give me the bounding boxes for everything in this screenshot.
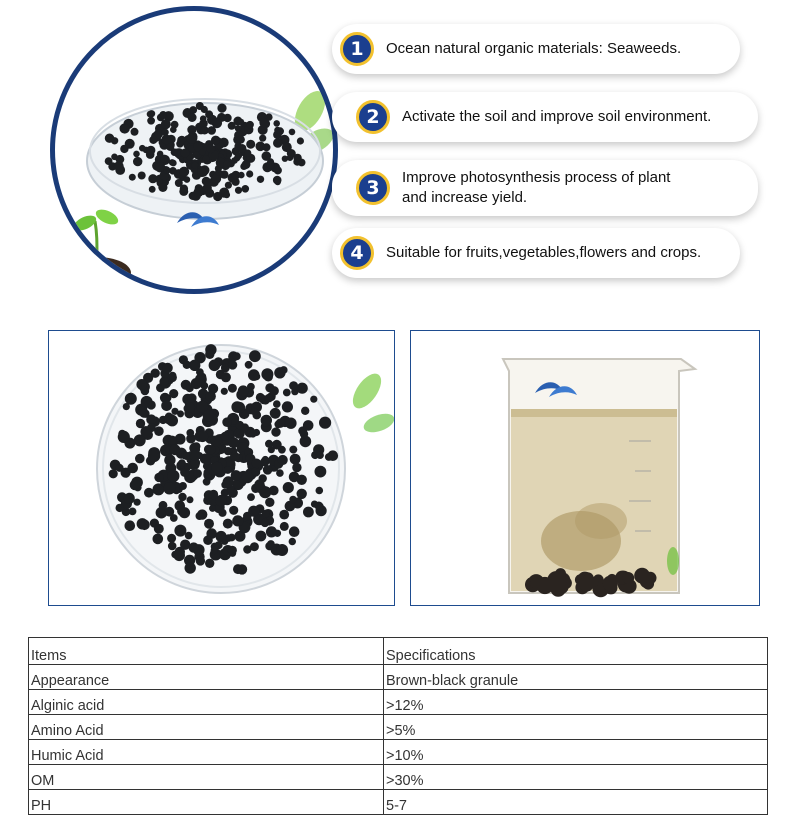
granule [160, 155, 168, 163]
row-item: Amino Acid [29, 715, 384, 740]
feature-text-3-line1: Improve photosynthesis process of plant [402, 169, 671, 186]
granule [233, 117, 242, 126]
granule [154, 524, 164, 534]
granule [188, 113, 197, 122]
granule [206, 144, 215, 153]
granule [125, 393, 137, 405]
granule [254, 479, 264, 489]
granule [262, 456, 269, 463]
granule [285, 418, 296, 429]
hero-product-image [50, 6, 338, 294]
granule [178, 493, 186, 501]
granule [222, 417, 232, 427]
feature-text-4: Suitable for fruits,vegetables,flowers and crops. [386, 244, 702, 261]
row-item: Appearance [29, 665, 384, 690]
granule [136, 379, 147, 390]
granule [203, 535, 213, 545]
granule [303, 507, 314, 518]
granule [202, 177, 211, 186]
badge-number-3: 3 [356, 171, 390, 205]
granule [105, 134, 114, 143]
badge-number-2: 2 [356, 100, 390, 134]
table-header-row [29, 638, 768, 665]
row-spec: >12% [384, 690, 768, 715]
row-item: OM [29, 765, 384, 790]
feature-item-4 [332, 228, 740, 278]
granule [634, 568, 650, 584]
granule [530, 578, 540, 588]
granule [168, 436, 177, 445]
granule [278, 446, 286, 454]
granule [164, 507, 174, 517]
granule [174, 525, 186, 537]
granule [163, 167, 170, 174]
row-spec: >10% [384, 740, 768, 765]
granule [269, 386, 279, 396]
granule [273, 120, 280, 127]
granule [209, 360, 221, 372]
granule [223, 192, 230, 199]
granule [223, 476, 234, 487]
granule [289, 538, 296, 545]
granule [230, 452, 240, 462]
granule [266, 526, 277, 537]
granule [579, 577, 594, 592]
granule [179, 482, 187, 490]
granule [274, 127, 281, 134]
granule [273, 138, 283, 148]
granule [185, 403, 195, 413]
granule [278, 455, 288, 465]
granule [271, 427, 280, 436]
granule [212, 137, 220, 145]
granule [245, 361, 253, 369]
granule [121, 124, 130, 133]
granule [211, 547, 218, 554]
granule [213, 192, 222, 201]
granule [287, 149, 296, 158]
granule [125, 520, 136, 531]
table-row [29, 715, 768, 740]
granule [279, 510, 289, 520]
granule [166, 415, 178, 427]
table-row [29, 740, 768, 765]
granule [261, 415, 272, 426]
granule [247, 493, 255, 501]
granule [283, 389, 291, 397]
granule [167, 534, 176, 543]
granule [133, 157, 142, 166]
granule [183, 452, 191, 460]
granule [192, 162, 199, 169]
granule [162, 129, 169, 136]
granule [249, 430, 257, 438]
granule [238, 385, 249, 396]
header-items: Items [29, 638, 384, 665]
granule [238, 144, 247, 153]
granule [603, 576, 618, 591]
badge-number-1: 1 [340, 32, 374, 66]
granule [163, 482, 175, 494]
granule [162, 363, 172, 373]
granule [197, 167, 207, 177]
granule [328, 452, 337, 461]
granule [237, 564, 247, 574]
granule [270, 409, 279, 418]
granule [282, 156, 288, 162]
granule [168, 542, 177, 551]
granule [223, 160, 231, 168]
granule [147, 117, 155, 125]
granule [282, 401, 293, 412]
granule [297, 137, 304, 144]
granule [289, 129, 296, 136]
granule [262, 151, 272, 161]
granule [169, 389, 178, 398]
feature-text-1: Ocean natural organic materials: Seaweeds. [386, 40, 682, 57]
granule [153, 534, 164, 545]
table-row [29, 765, 768, 790]
granule [196, 368, 204, 376]
granule [196, 102, 204, 110]
granule [221, 372, 231, 382]
header-specifications: Specifications [384, 638, 768, 665]
table-row [29, 665, 768, 690]
granule [148, 450, 160, 462]
granule [217, 104, 226, 113]
granule [212, 462, 223, 473]
granule [186, 134, 196, 144]
granule [167, 470, 179, 482]
granule [209, 490, 218, 499]
granule [185, 562, 196, 573]
granule [203, 478, 211, 486]
badge-number-4: 4 [340, 236, 374, 270]
granule [177, 507, 186, 516]
granule [267, 540, 275, 548]
granule [237, 136, 245, 144]
granule [149, 136, 157, 144]
granule [265, 498, 274, 507]
granule [225, 182, 232, 189]
granule [191, 378, 202, 389]
granule [274, 367, 285, 378]
granule [292, 463, 301, 472]
granule [183, 361, 191, 369]
granule [159, 377, 168, 386]
granule [181, 149, 190, 158]
granule [264, 372, 273, 381]
granule [141, 396, 153, 408]
granule [319, 417, 331, 429]
granule [289, 526, 300, 537]
granule [194, 187, 204, 197]
granule [140, 410, 148, 418]
granule [173, 550, 185, 562]
row-item: PH [29, 790, 384, 815]
granule [241, 423, 249, 431]
granule [301, 407, 309, 415]
granule [235, 187, 242, 194]
granule [144, 488, 154, 498]
granule [263, 465, 273, 475]
granule [180, 185, 188, 193]
granule [205, 391, 216, 402]
granule [297, 489, 307, 499]
granule [202, 155, 209, 162]
granule [116, 464, 124, 472]
granule [228, 360, 237, 369]
granule [316, 487, 324, 495]
granule [242, 160, 251, 169]
granule [235, 152, 242, 159]
granule [265, 440, 273, 448]
granule [193, 469, 202, 478]
granule [205, 189, 214, 198]
granule [249, 350, 261, 362]
granule [131, 128, 139, 136]
granule [289, 496, 296, 503]
granule [185, 532, 193, 540]
petri-dish-granules-illustration [55, 11, 333, 289]
granule [253, 373, 260, 380]
granule [289, 446, 297, 454]
feature-item-1 [332, 24, 740, 74]
granule [547, 571, 565, 589]
granule [203, 410, 214, 421]
beaker-dissolving-photo [411, 331, 759, 605]
granule [114, 161, 124, 171]
granule [251, 408, 259, 416]
granule [199, 149, 206, 156]
granule [204, 519, 214, 529]
granule [140, 426, 151, 437]
granule [170, 160, 177, 167]
granule [224, 466, 232, 474]
granule [274, 166, 282, 174]
granule [290, 454, 301, 465]
granule [261, 519, 270, 528]
granule [135, 454, 145, 464]
granule [246, 170, 253, 177]
granule [276, 419, 285, 428]
granule [129, 174, 136, 181]
granule [283, 482, 294, 493]
granule [208, 436, 216, 444]
granule [187, 496, 194, 503]
granule [146, 146, 155, 155]
granule [273, 176, 282, 185]
granule [158, 509, 166, 517]
granule [259, 118, 268, 127]
granule [205, 559, 214, 568]
table-row [29, 790, 768, 815]
granule [232, 515, 243, 526]
granule [212, 118, 222, 128]
granule [162, 135, 172, 145]
granule [228, 534, 236, 542]
granule [251, 507, 259, 515]
granule [316, 451, 324, 459]
granule [228, 384, 237, 393]
granule [280, 522, 289, 531]
granule [184, 176, 191, 183]
granule [154, 473, 163, 482]
granule [273, 400, 281, 408]
granule [138, 172, 146, 180]
granule [311, 501, 318, 508]
feature-text-2: Activate the soil and improve soil environment. [402, 108, 712, 125]
granule [186, 429, 194, 437]
photo-granules-in-dish [48, 330, 395, 606]
granule [124, 493, 135, 504]
granule [118, 431, 130, 443]
granule [310, 396, 317, 403]
granule [303, 420, 314, 431]
granule [109, 469, 118, 478]
granule [205, 350, 214, 359]
granule [266, 160, 275, 169]
row-spec: 5-7 [384, 790, 768, 815]
granule [127, 463, 138, 474]
granule [184, 463, 191, 470]
feature-item-3 [332, 160, 758, 216]
granule [289, 381, 298, 390]
granule [315, 466, 327, 478]
granule [206, 445, 215, 454]
granule [228, 437, 239, 448]
granule [131, 477, 143, 489]
granule [161, 400, 172, 411]
granule [246, 140, 255, 149]
granule [139, 520, 150, 531]
granule [259, 135, 266, 142]
granule [252, 459, 262, 469]
row-spec: >30% [384, 765, 768, 790]
granule [159, 111, 167, 119]
granule [257, 176, 264, 183]
granule [256, 531, 267, 542]
table-row [29, 690, 768, 715]
granule [231, 401, 243, 413]
granule [189, 106, 197, 114]
granules-dish-photo [49, 331, 394, 605]
granule [221, 432, 229, 440]
row-spec: Brown-black granule [384, 665, 768, 690]
granule [190, 450, 201, 461]
granule [221, 388, 228, 395]
granule [229, 506, 238, 515]
granule [297, 383, 308, 394]
row-item: Alginic acid [29, 690, 384, 715]
specification-table [28, 637, 768, 815]
granule [216, 531, 227, 542]
granule [133, 151, 140, 158]
granule [120, 145, 128, 153]
granule [170, 126, 177, 133]
granule [171, 408, 178, 415]
granule [200, 115, 207, 122]
granule [228, 546, 237, 555]
granule [164, 454, 175, 465]
granule [269, 486, 279, 496]
granule [196, 556, 205, 565]
granule [297, 475, 307, 485]
granule [622, 572, 634, 584]
row-item: Humic Acid [29, 740, 384, 765]
granule [238, 172, 245, 179]
granule [149, 186, 156, 193]
granule [243, 512, 252, 521]
granule [147, 111, 154, 118]
granule [242, 185, 250, 193]
feature-text-3-line2: and increase yield. [402, 189, 528, 206]
granule [146, 414, 156, 424]
feature-item-2 [332, 92, 758, 142]
granule [223, 519, 233, 529]
granule [263, 143, 271, 151]
granule [139, 145, 146, 152]
granule [250, 542, 259, 551]
granule [233, 352, 241, 360]
granule [197, 431, 208, 442]
granule [242, 472, 253, 483]
granule [189, 542, 199, 552]
granule [170, 444, 181, 455]
granule [187, 393, 196, 402]
granule [246, 121, 254, 129]
feature-text-3 [402, 168, 670, 208]
granule [169, 372, 177, 380]
granule [123, 403, 130, 410]
granule [116, 504, 124, 512]
granule [276, 544, 288, 556]
granule [196, 512, 204, 520]
photo-beaker-solution [410, 330, 760, 606]
granule [148, 174, 157, 183]
granule [151, 369, 160, 378]
row-spec: >5% [384, 715, 768, 740]
granule [256, 393, 265, 402]
